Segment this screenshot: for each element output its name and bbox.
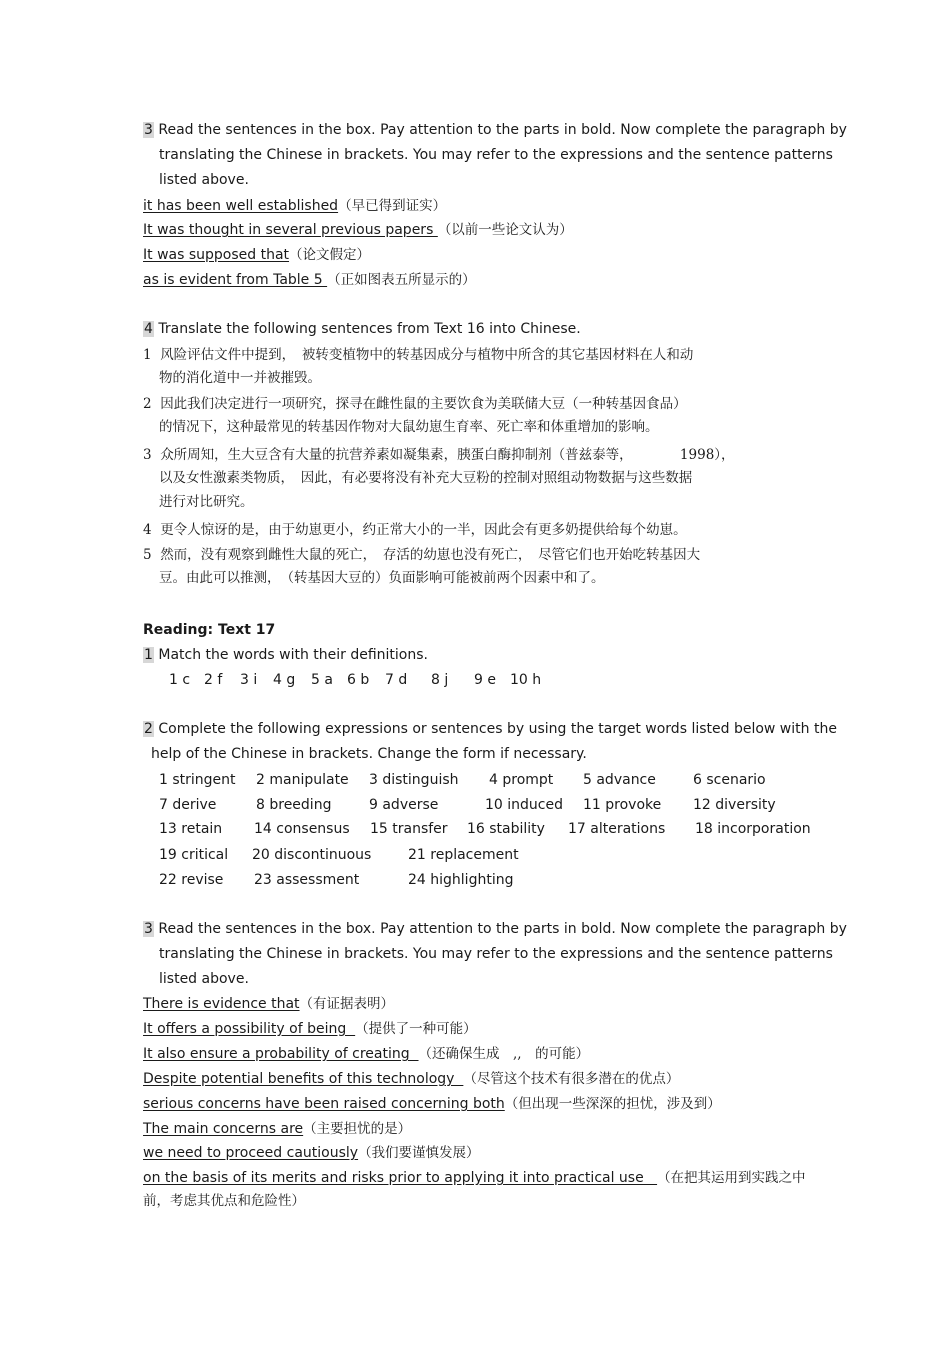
reading-heading: Reading: Text 17: [143, 622, 276, 638]
q3-item-2-en: It offers a possibility of being: [143, 1021, 356, 1037]
answer: 8 j: [431, 672, 449, 688]
word-option: 6 scenario: [693, 772, 766, 788]
q3-item-3-en: It also ensure a probability of creating: [143, 1046, 419, 1062]
q3-item-8-continued: 前，考虑其优点和危险性）: [143, 1193, 305, 1209]
word-option: 24 highlighting: [408, 872, 514, 888]
word-option: 4 prompt: [489, 772, 554, 788]
q1-text: Match the words with their definitions.: [158, 647, 428, 663]
word-option: 17 alterations: [568, 821, 666, 837]
s4-item-3-line-2: 以及女性激素类物质， 因此，有必要将没有补充大豆粉的控制对照组动物数据与这些数据: [159, 470, 693, 486]
q3-item-3-zh: （还确保生成 ,, 的可能）: [418, 1046, 590, 1062]
s4-item-4-text: 更令人惊讶的是，由于幼崽更小，约正常大小的一半，因此会有更多奶提供给每个幼崽。: [160, 522, 687, 538]
s4-item-3-number: 3: [143, 447, 152, 463]
word-option: 5 advance: [583, 772, 656, 788]
s4-item-5-text: 然而，没有观察到雌性大鼠的死亡， 存活的幼崽也没有死亡， 尽管它们也开始吃转基因大: [160, 547, 701, 563]
q3-item-2-zh: （提供了一种可能）: [355, 1021, 477, 1037]
s4-title-text: Translate the following sentences from Text 16 into Chinese.: [158, 321, 581, 337]
s3a-item-3-en: It was supposed that: [143, 247, 290, 263]
s3a-line-3: listed above.: [159, 172, 249, 188]
word-option: 13 retain: [159, 821, 223, 837]
s3a-item-2: [143, 220, 573, 240]
s4-item-2-number: 2: [143, 396, 152, 412]
word-option: 23 assessment: [254, 872, 360, 888]
q2-line-2: help of the Chinese in brackets. Change the form if necessary.: [151, 746, 587, 762]
q3-item-4-zh: （尽管这个技术有很多潜在的优点）: [463, 1071, 680, 1087]
s4-item-3-text: 众所周知，生大豆含有大量的抗营养素如凝集素，胰蛋白酶抑制剂（普兹泰等， 1998），: [160, 447, 735, 463]
s3a-item-1-zh: （早已得到证实）: [338, 198, 447, 214]
word-row-5: [159, 870, 809, 890]
q3-item-3: [143, 1044, 589, 1064]
s4-item-2-line-2: 的情况下，这种最常见的转基因作物对大鼠幼崽生育率、死亡率和体重增加的影响。: [159, 419, 659, 435]
word-option: 12 diversity: [693, 797, 776, 813]
s4-item-3-line-1: [143, 445, 735, 465]
s4-item-1-number: 1: [143, 347, 152, 363]
q3-item-5-zh: （但出现一些深深的担忧，涉及到）: [504, 1096, 721, 1112]
q3-line-3: listed above.: [159, 971, 249, 987]
answer: 7 d: [385, 672, 408, 688]
s4-item-5-line-2: 豆。由此可以推测， （转基因大豆的）负面影响可能被前两个因素中和了。: [159, 570, 605, 586]
q3-line-1: [143, 919, 847, 939]
q3-item-6: [143, 1119, 411, 1139]
s3a-item-1-en: it has been well established: [143, 198, 339, 214]
s3a-line-2: translating the Chinese in brackets. You may refer to the expressions and the sentence patterns: [159, 147, 833, 163]
q1-answers: [169, 670, 589, 690]
q3-text-1: Read the sentences in the box. Pay attention to the parts in bold. Now complete the paragraph by: [158, 921, 847, 937]
s3a-item-2-zh: （以前一些论文认为）: [437, 222, 573, 238]
answer: 10 h: [510, 672, 542, 688]
s4-item-1-text: 风险评估文件中提到， 被转变植物中的转基因成分与植物中所含的其它基因材料在人和动: [160, 347, 694, 363]
s4-title: [143, 319, 581, 339]
s3a-item-3-zh: （论文假定）: [289, 247, 371, 263]
word-option: 3 distinguish: [369, 772, 459, 788]
s4-item-1-line-1: [143, 345, 693, 365]
s4-item-2-text: 因此我们决定进行一项研究，探寻在雌性鼠的主要饮食为美联储大豆（一种转基因食品）: [160, 396, 687, 412]
q1-number: 1: [144, 647, 153, 663]
word-option: 1 stringent: [159, 772, 236, 788]
word-option: 11 provoke: [583, 797, 662, 813]
answer: 2 f: [204, 672, 223, 688]
word-option: 18 incorporation: [695, 821, 811, 837]
s3a-number: 3: [144, 122, 153, 138]
q2-text-1: Complete the following expressions or sentences by using the target words listed below with the: [158, 721, 837, 737]
s4-number: 4: [144, 321, 153, 337]
q3-item-1-en: There is evidence that: [143, 996, 300, 1012]
word-option: 7 derive: [159, 797, 217, 813]
word-option: 20 discontinuous: [252, 847, 372, 863]
s3a-item-4-en: as is evident from Table 5: [143, 272, 328, 288]
s4-item-4-line-1: [143, 520, 687, 540]
q1-title: [143, 645, 428, 665]
word-row-2: [159, 795, 809, 815]
answer: 4 g: [273, 672, 296, 688]
s3a-item-3: [143, 245, 370, 265]
q3-line-2: translating the Chinese in brackets. You may refer to the expressions and the sentence patterns: [159, 946, 833, 962]
s4-item-5-line-1: [143, 545, 700, 565]
answer: 3 i: [240, 672, 258, 688]
s3a-item-4-zh: （正如图表五所显示的）: [327, 272, 476, 288]
q3-item-6-zh: （主要担忧的是）: [303, 1121, 412, 1137]
word-row-4: [159, 845, 809, 865]
q3-item-8-en: on the basis of its merits and risks prior to applying it into practical use: [143, 1170, 658, 1186]
q3-item-7-zh: （我们要谨慎发展）: [358, 1145, 480, 1161]
q3-item-1-zh: （有证据表明）: [299, 996, 395, 1012]
word-option: 2 manipulate: [256, 772, 349, 788]
q3-item-1: [143, 994, 394, 1014]
s3a-item-1: [143, 196, 446, 216]
q3-item-2: [143, 1019, 477, 1039]
word-option: 21 replacement: [408, 847, 519, 863]
word-option: 8 breeding: [256, 797, 332, 813]
word-row-1: [159, 770, 809, 790]
q3-item-8: [143, 1168, 806, 1188]
s4-item-4-number: 4: [143, 522, 152, 538]
s4-item-2-line-1: [143, 394, 687, 414]
s3a-item-4: [143, 270, 476, 290]
answer: 1 c: [169, 672, 191, 688]
q3-item-5: [143, 1094, 721, 1114]
s4-item-5-number: 5: [143, 547, 152, 563]
q3-item-7: [143, 1143, 480, 1163]
word-option: 15 transfer: [370, 821, 448, 837]
s3a-item-2-en: It was thought in several previous papers: [143, 222, 438, 238]
s3a-line-1: [143, 120, 847, 140]
word-option: 14 consensus: [254, 821, 350, 837]
q3-item-8-zh: （在把其运用到实践之中: [657, 1170, 806, 1186]
q3-item-5-en: serious concerns have been raised concerning both: [143, 1096, 505, 1112]
answer: 5 a: [311, 672, 333, 688]
answer: 9 e: [474, 672, 496, 688]
s3a-text-1: Read the sentences in the box. Pay attention to the parts in bold. Now complete the paragraph by: [158, 122, 847, 138]
word-option: 10 induced: [485, 797, 563, 813]
q3-item-4: [143, 1069, 679, 1089]
answer: 6 b: [347, 672, 370, 688]
word-option: 9 adverse: [369, 797, 439, 813]
word-row-3: [159, 819, 809, 839]
s4-item-1-line-2: 物的消化道中一并被摧毁。: [159, 370, 321, 386]
word-option: 19 critical: [159, 847, 229, 863]
q2-line-1: [143, 719, 837, 739]
s4-item-3-line-3: 进行对比研究。: [159, 494, 254, 510]
q3-item-6-en: The main concerns are: [143, 1121, 304, 1137]
q3-item-7-en: we need to proceed cautiously: [143, 1145, 359, 1161]
word-option: 16 stability: [467, 821, 545, 837]
q3-number: 3: [144, 921, 153, 937]
q2-number: 2: [144, 721, 153, 737]
q3-item-4-en: Despite potential benefits of this technology: [143, 1071, 464, 1087]
word-option: 22 revise: [159, 872, 224, 888]
